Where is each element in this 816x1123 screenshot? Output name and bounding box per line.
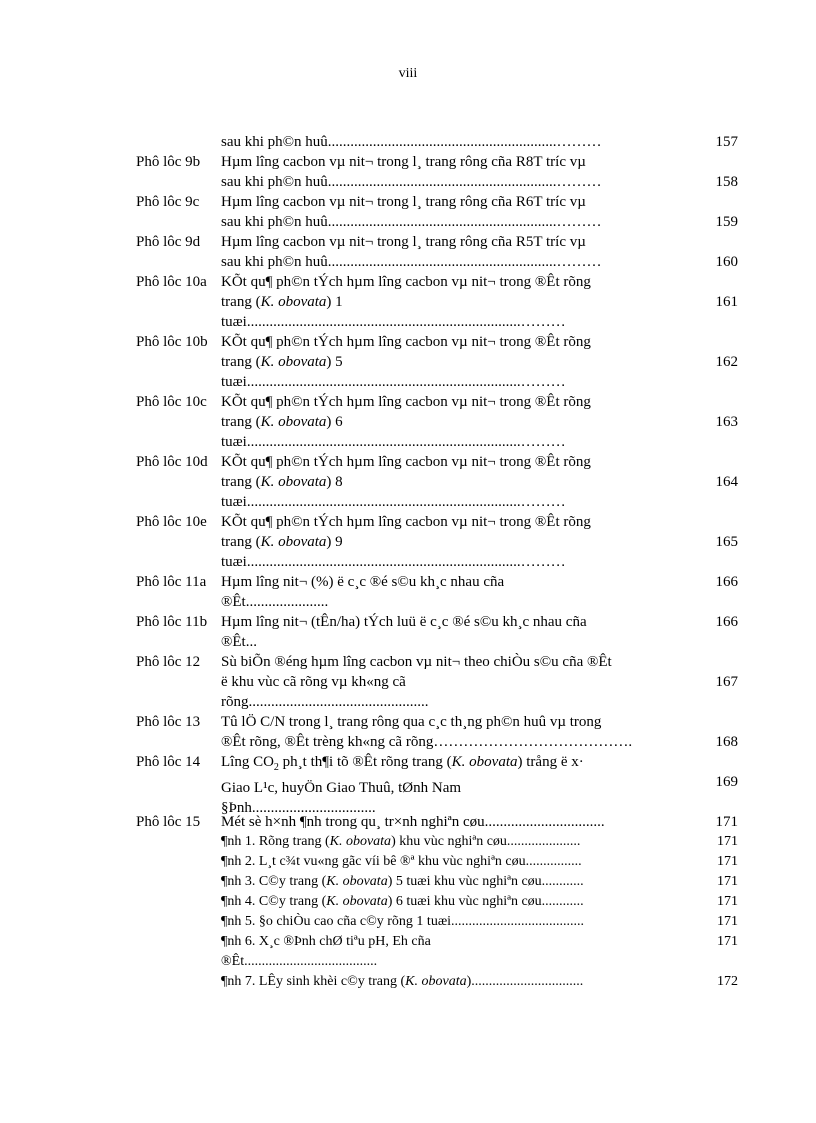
page-ref: 161	[715, 294, 738, 310]
page-number: viii	[398, 66, 418, 81]
entry-title-line: trang (K. obovata) 1	[221, 294, 343, 310]
entry-title-line: tuæi.........................................................................………	[221, 554, 566, 570]
entry-title-line: ®Êt......................	[221, 594, 329, 610]
page-ref: 171	[717, 874, 738, 889]
entry-title-line: Hµm lîng cacbon vµ nit¬ trong l¸ trang rông cña R8T tríc vµ	[221, 154, 586, 170]
entry-title-line: KÕt qu¶ ph©n tÝch hµm lîng cacbon vµ nit¬ trong ®Êt rõng	[221, 514, 591, 530]
appendix-label: Phô lôc 10d	[136, 454, 208, 470]
entry-title-line: trang (K. obovata) 9	[221, 534, 343, 550]
entry-title	[221, 752, 681, 818]
page-ref: 166	[715, 614, 738, 630]
page-ref: 164	[715, 474, 738, 490]
entry-title	[221, 712, 681, 752]
appendix-label: Phô lôc 10a	[136, 274, 207, 290]
page-ref: 169	[715, 774, 738, 790]
entry-title-line: Hµm lîng cacbon vµ nit¬ trong l¸ trang rông cña R5T tríc vµ	[221, 234, 586, 250]
page-ref: 172	[717, 974, 738, 989]
page-ref: 166	[715, 574, 738, 590]
entry-title-line: sau khi ph©n huû.............................................................………	[221, 134, 602, 150]
appendix-label: Phô lôc 12	[136, 654, 201, 670]
entry-title-line: rõng................................................	[221, 694, 429, 710]
entry-title-line: Hµm lîng nit¬ (tÊn/ha) tÝch luü ë c¸c ®é s©u kh¸c nhau cña	[221, 614, 587, 630]
page-ref: 160	[715, 254, 738, 270]
entry-title-line: Hµm lîng nit¬ (%) ë c¸c ®é s©u kh¸c nhau cña	[221, 574, 505, 590]
entry-title-line: ¶nh 5. §o chiÒu cao cña c©y rõng 1 tuæi......................................	[221, 914, 585, 929]
appendix-label: Phô lôc 13	[136, 714, 201, 730]
entry-title	[221, 932, 681, 972]
page-ref: 171	[717, 834, 738, 849]
entry-title	[221, 132, 681, 152]
entry-title	[221, 512, 681, 572]
entry-title-line: sau khi ph©n huû.............................................................………	[221, 254, 602, 270]
appendix-label: Phô lôc 9d	[136, 234, 201, 250]
entry-title	[221, 892, 681, 912]
entry-title	[221, 572, 681, 612]
entry-title-line: Giao L¹c, huyÖn Giao Thuû, tØnh Nam	[221, 780, 462, 796]
entry-title	[221, 652, 681, 712]
entry-title-line: ¶nh 4. C©y trang (K. obovata) 6 tuæi khu vùc nghiªn cøu............	[221, 894, 584, 909]
entry-title-line: sau khi ph©n huû.............................................................………	[221, 214, 602, 230]
entry-title-line: trang (K. obovata) 8	[221, 474, 343, 490]
entry-title-line: ®Êt......................................	[221, 954, 378, 969]
entry-title-line: Hµm lîng cacbon vµ nit¬ trong l¸ trang rông cña R6T tríc vµ	[221, 194, 586, 210]
appendix-label: Phô lôc 9b	[136, 154, 201, 170]
entry-title-line: Sù biÕn ®éng hµm lîng cacbon vµ nit¬ theo chiÒu s©u cña ®Êt	[221, 654, 612, 670]
page-ref: 162	[715, 354, 738, 370]
page-ref: 159	[715, 214, 738, 230]
entry-title-line: trang (K. obovata) 5	[221, 354, 343, 370]
page-ref: 158	[715, 174, 738, 190]
appendix-label: Phô lôc 10e	[136, 514, 207, 530]
entry-title-line: KÕt qu¶ ph©n tÝch hµm lîng cacbon vµ nit¬ trong ®Êt rõng	[221, 334, 591, 350]
entry-title-line: tuæi.........................................................................………	[221, 494, 566, 510]
appendix-label: Phô lôc 10c	[136, 394, 207, 410]
page-ref: 167	[715, 674, 738, 690]
entry-title	[221, 232, 681, 272]
appendix-label: Phô lôc 9c	[136, 194, 200, 210]
entry-title	[221, 452, 681, 512]
page-ref: 168	[715, 734, 738, 750]
appendix-label: Phô lôc 11b	[136, 614, 208, 630]
entry-title	[221, 612, 681, 652]
entry-title-line: sau khi ph©n huû.............................................................………	[221, 174, 602, 190]
page-ref: 165	[715, 534, 738, 550]
appendix-label: Phô lôc 15	[136, 814, 201, 830]
entry-title-line: ¶nh 7. LÊy sinh khèi c©y trang (K. obovata)................................	[221, 974, 584, 989]
entry-title	[221, 152, 681, 192]
page-ref: 157	[715, 134, 738, 150]
entry-title-line: tuæi.........................................................................………	[221, 434, 566, 450]
entry-title-line: KÕt qu¶ ph©n tÝch hµm lîng cacbon vµ nit¬ trong ®Êt rõng	[221, 274, 591, 290]
entry-title	[221, 972, 681, 992]
page-ref: 171	[715, 814, 738, 830]
entry-title-line: KÕt qu¶ ph©n tÝch hµm lîng cacbon vµ nit¬ trong ®Êt rõng	[221, 454, 591, 470]
entry-title-line: Mét sè h×nh ¶nh trong qu¸ tr×nh nghiªn cøu................................	[221, 814, 605, 830]
entry-title-line: ®Êt rõng, ®Êt trèng kh«ng cã rõng………………………………….	[221, 734, 633, 750]
entry-title	[221, 912, 681, 932]
entry-title-line: Lîng $CO_2$ ph¸t th¶i tõ ®Êt rõng trang (K. obovata) trång ë x·	[221, 754, 584, 773]
entry-title-line: trang (K. obovata) 6	[221, 414, 343, 430]
appendix-label: Phô lôc 14	[136, 754, 201, 770]
entry-title	[221, 332, 681, 392]
page-ref: 171	[717, 914, 738, 929]
entry-title-line: ¶nh 1. Rõng trang (K. obovata) khu vùc nghiªn cøu.....................	[221, 834, 581, 849]
page-ref: 171	[717, 934, 738, 949]
entry-title-line: tuæi.........................................................................………	[221, 314, 566, 330]
entry-title-line: tuæi.........................................................................………	[221, 374, 566, 390]
entry-title	[221, 832, 681, 852]
entry-title-line: Tû lÖ C/N trong l¸ trang rông qua c¸c th¸ng ph©n huû vµ trong	[221, 714, 602, 730]
entry-title-line: ë khu vùc cã rõng vµ kh«ng cã	[221, 674, 406, 690]
entry-title	[221, 392, 681, 452]
appendix-label: Phô lôc 11a	[136, 574, 207, 590]
page-ref: 171	[717, 894, 738, 909]
entry-title-line: §Þnh.................................	[221, 800, 376, 816]
entry-title-line: ®Êt...	[221, 634, 257, 650]
page-ref: 163	[715, 414, 738, 430]
entry-title-line: ¶nh 2. L¸t c¾t vu«ng gãc víi bê ®ª khu vùc nghiªn cøu................	[221, 854, 582, 869]
appendix-label: Phô lôc 10b	[136, 334, 208, 350]
entry-title	[221, 192, 681, 232]
entry-title	[221, 872, 681, 892]
page-ref: 171	[717, 854, 738, 869]
entry-title-line: ¶nh 3. C©y trang (K. obovata) 5 tuæi khu vùc nghiªn cøu............	[221, 874, 584, 889]
entry-title-line: KÕt qu¶ ph©n tÝch hµm lîng cacbon vµ nit¬ trong ®Êt rõng	[221, 394, 591, 410]
entry-title-line: ¶nh 6. X¸c ®Þnh chØ tiªu pH, Eh cña	[221, 934, 431, 949]
entry-title	[221, 852, 681, 872]
entry-title	[221, 812, 681, 832]
entry-title	[221, 272, 681, 332]
